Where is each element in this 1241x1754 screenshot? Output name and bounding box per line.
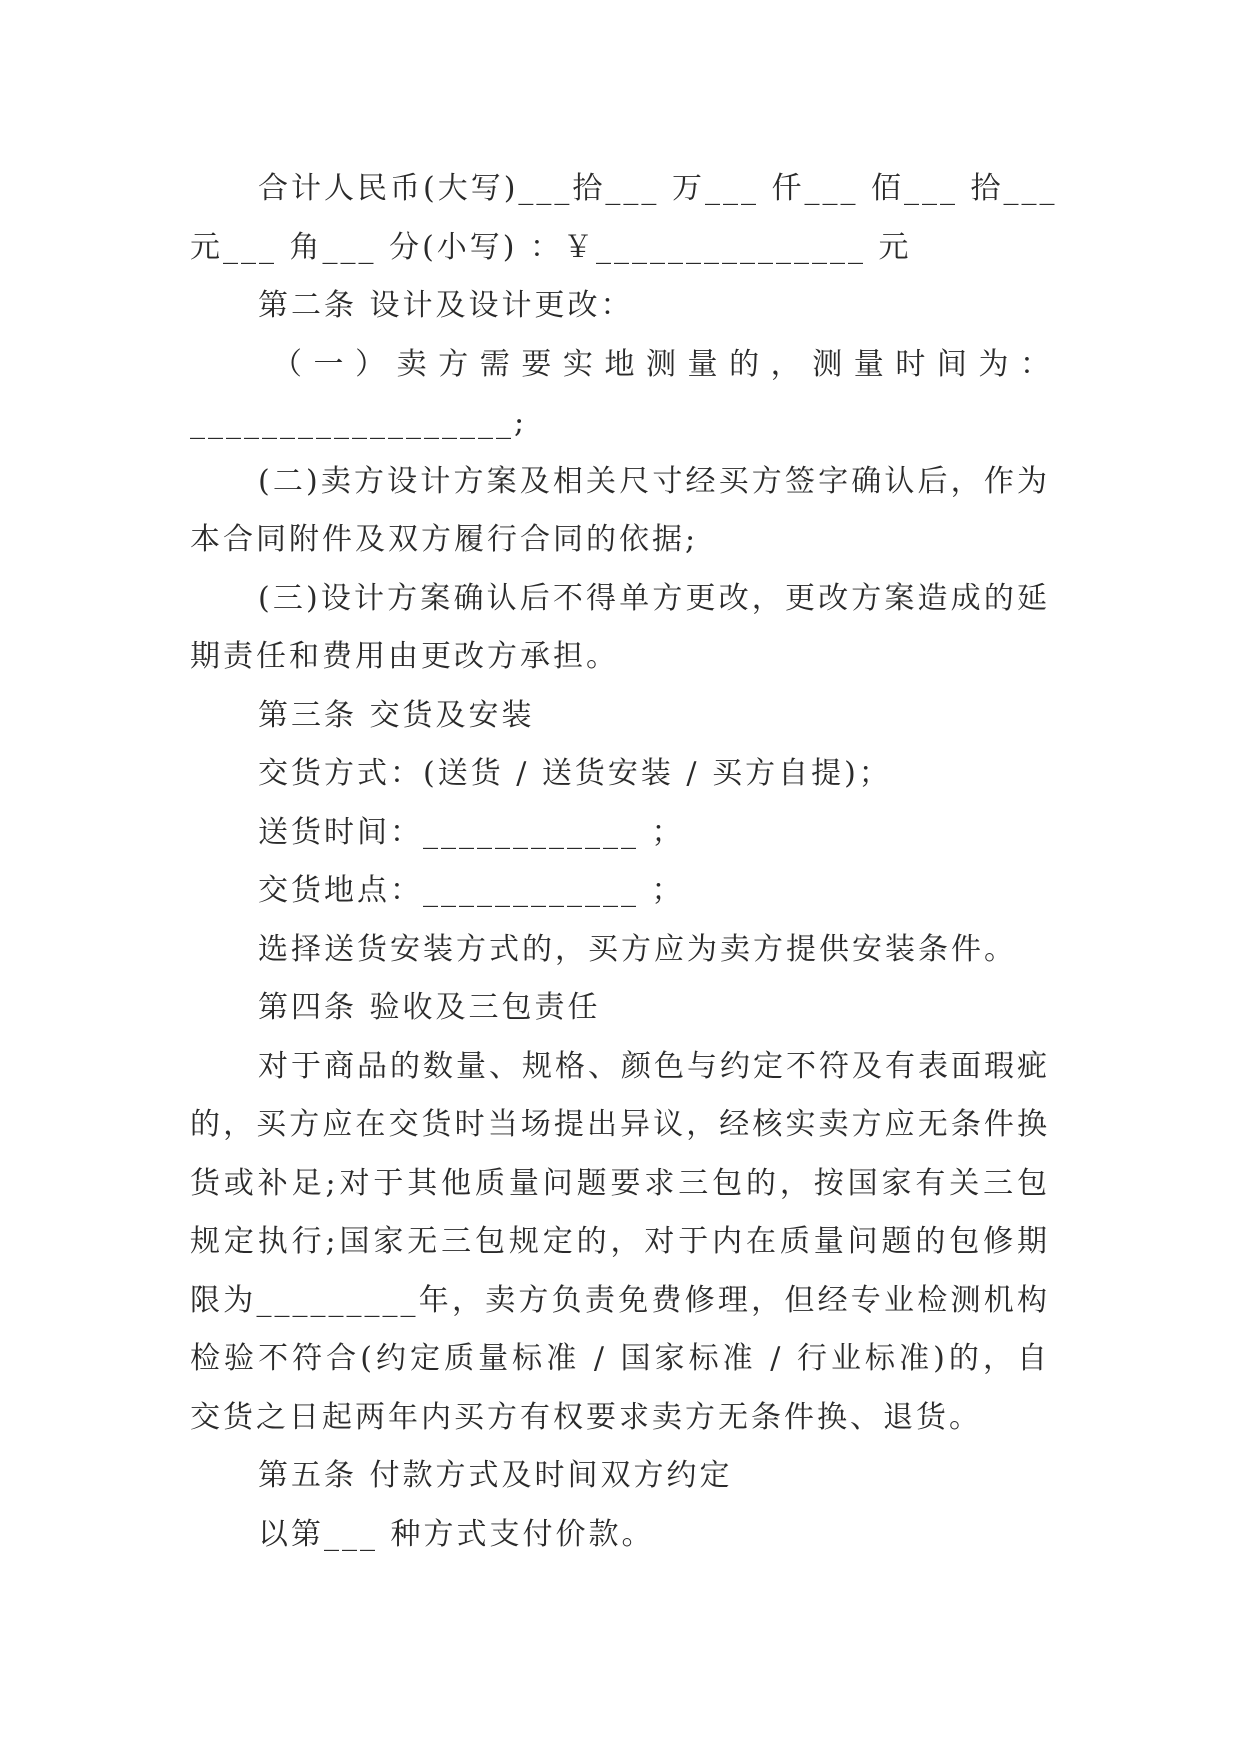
- article-2-heading: 第二条 设计及设计更改：: [258, 288, 634, 323]
- payment-method-line: 以第___ 种方式支付价款。: [258, 1516, 655, 1552]
- article-3-heading: 第三条 交货及安装: [258, 697, 535, 733]
- total-amount-lowercase-line: 元___ 角___ 分(小写) ：￥_______________ 元: [190, 229, 912, 265]
- article-4-body: 对于商品的数量、规格、颜色与约定不符及有表面瑕疵的，买方应在交货时当场提出异议，经核实卖方应无条件换货或补足;对于其他质量问题要求三包的，按国家有关三包规定执行;国家无三包规定的，对于内在质量问题的包修期限为_________年，卖方负责免费修理，但经专业检测机构检验不符合(约定质量标准 / 国家标准 / 行业标准)的，自交货之日起两年内买方有权要求卖方无条件换、退货。: [190, 1048, 1050, 1435]
- delivery-place-line: 交货地点：____________ ；: [258, 873, 685, 908]
- installation-condition-line: 选择送货安装方式的，买方应为卖方提供安装条件。: [258, 931, 1017, 967]
- article-2-item-1-blank: __________________;: [190, 405, 528, 440]
- article-2-item-3: (三)设计方案确认后不得单方更改，更改方案造成的延期责任和费用由更改方承担。: [190, 580, 1050, 674]
- article-5-heading: 第五条 付款方式及时间双方约定: [258, 1458, 733, 1493]
- article-4-heading: 第四条 验收及三包责任: [258, 990, 601, 1025]
- article-2-item-2: (二)卖方设计方案及相关尺寸经买方签字确认后，作为本合同附件及双方履行合同的依据;: [190, 463, 1050, 557]
- article-2-item-1: （一）卖方需要实地测量的，测量时间为：: [272, 346, 1050, 382]
- delivery-method-line: 交货方式：(送货 / 送货安装 / 买方自提)；: [258, 756, 892, 791]
- total-amount-uppercase-line: 合计人民币(大写)___拾___ 万___ 仟___ 佰___ 拾___: [258, 171, 1058, 206]
- contract-body: [190, 160, 1058, 1564]
- delivery-time-line: 送货时间：____________ ；: [258, 814, 685, 850]
